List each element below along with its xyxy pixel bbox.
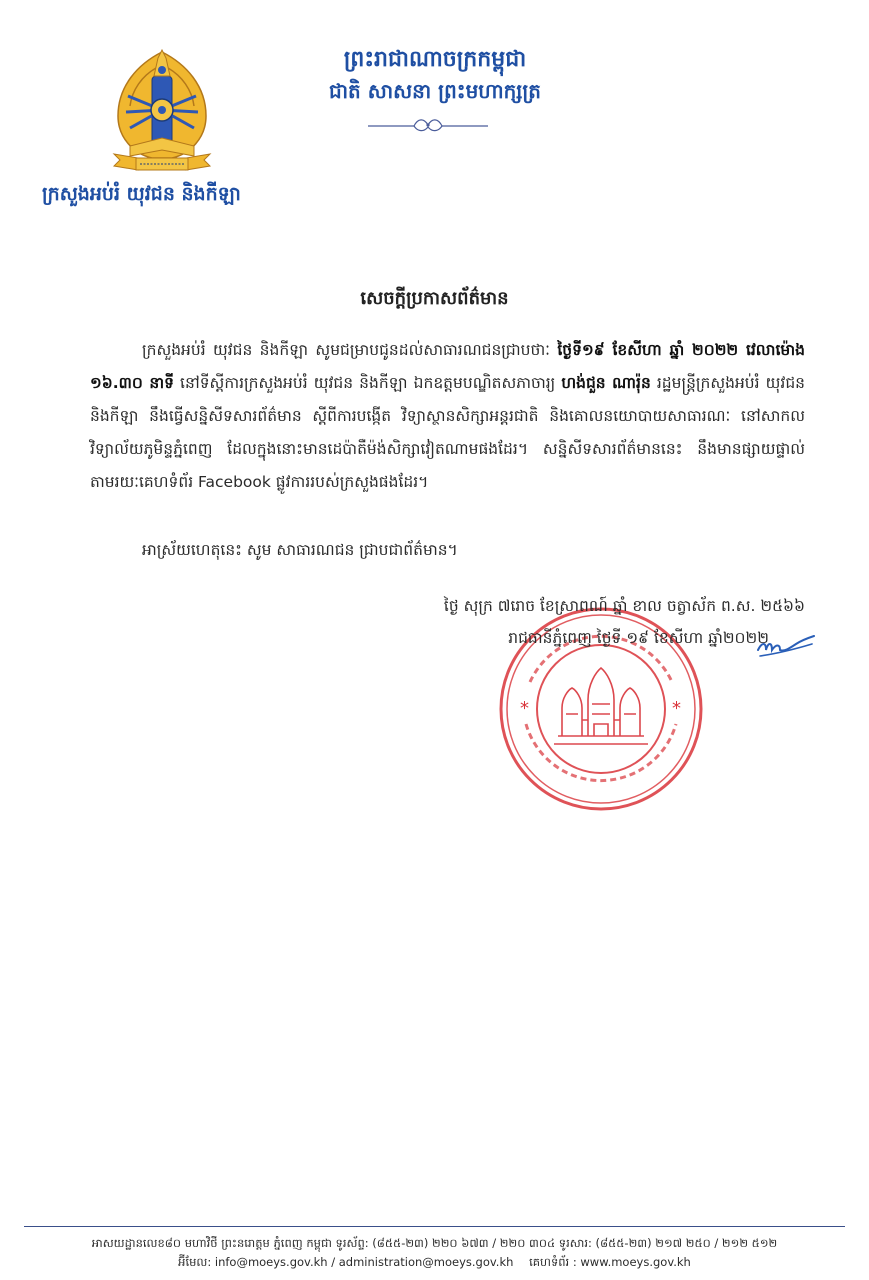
kingdom-title: ព្រះរាជាណាចក្រកម្ពុជា [343,46,527,72]
document-title: សេចក្តីប្រកាសព័ត៌មាន [360,288,509,309]
body-text-part2: នៅទីស្តីការក្រសួងអប់រំ យុវជន និងកីឡា ឯកឧត្តមបណ្ឌិតសភាចារ្យ [173,374,562,392]
ministry-name: ក្រសួងអប់រំ យុវជន និងកីឡា [42,183,241,205]
footer-separator [517,1255,529,1269]
date-solar: រាជធានីភ្នំពេញ ថ្ងៃទី ១៩ ខែសីហា ឆ្នាំ២០២២ [508,629,769,647]
closing-line: អាស្រ័យហេតុនេះ សូម សាធារណជន ជ្រាបជាព័ត៌មាន។ [142,541,458,559]
footer-address: អាសយដ្ឋានលេខ៨០ មហាវិថី ព្រះនរោត្តម ភ្នំពេញ កម្ពុជា ទូរស័ព្ទ: (៨៥៥-២៣) ២២០ ៦៧៣ / ២២០ ៣០៤ ទូរសារ: (៨៥៥-២៣) ២១៧ ២៥០ / ២១២ ៥១២ [91,1236,778,1250]
national-motto: ជាតិ សាសនា ព្រះមហាក្សត្រ [329,79,541,103]
svg-text:*: * [672,698,681,719]
website-link[interactable]: www.moeys.gov.kh [580,1255,691,1269]
footer-contact [0,1234,869,1272]
ministry-emblem-icon [108,46,216,174]
kingdom-header [290,44,580,106]
svg-text:*: * [520,698,529,719]
body-text-part1: ក្រសួងអប់រំ យុវជន និងកីឡា សូមជម្រាបជូនដល់សាធារណជនជ្រាបថាៈ [142,341,558,359]
body-minister-name: ហង់ជួន ណារ៉ុន [561,374,651,392]
email-links[interactable]: info@moeys.gov.kh / administration@moeys.gov.kh [214,1255,514,1269]
footer-divider [24,1226,845,1227]
website-label: គេហទំព័រ : [529,1255,577,1269]
date-lunar: ថ្ងៃ សុក្រ ៧រោច ខែស្រាពណ៍ ឆ្នាំ ខាល ចត្វាស័ក ព.ស. ២៥៦៦ [443,597,805,615]
ornament-divider-icon [366,116,490,134]
email-label: អ៊ីមែល: [178,1255,212,1269]
signature-icon [754,632,818,662]
body-text-part3: រដ្ឋមន្ត្រីក្រសួងអប់រំ យុវជន និងកីឡា នឹងធ្វើសន្និសីទសារព័ត៌មាន ស្តីពីការបង្កើត វិទ្យាស្ថានសិក្សាអន្តរជាតិ និងគោលនយោបាយសាធារណៈ នៅសាកលវិទ្យាល័យភូមិន្ទភ្នំពេញ ដែលក្នុងនោះមានដេប៉ាតឺម៉ង់សិក្សាវៀតណាមផងដែរ។ សន្និសីទសារព័ត៌មាននេះ នឹងមានផ្សាយផ្ទាល់តាមរយៈគេហទំព័រ Facebook ផ្លូវការរបស់ក្រសួងផងដែរ។ [90,374,805,491]
body-date-time: ថ្ងៃទី១៩ ខែសីហា ឆ្នាំ ២០២២ វេលាម៉ោង ១៦.៣០ នាទី [90,341,805,392]
announcement-body [90,334,805,499]
footer-contacts-line [0,1253,869,1272]
